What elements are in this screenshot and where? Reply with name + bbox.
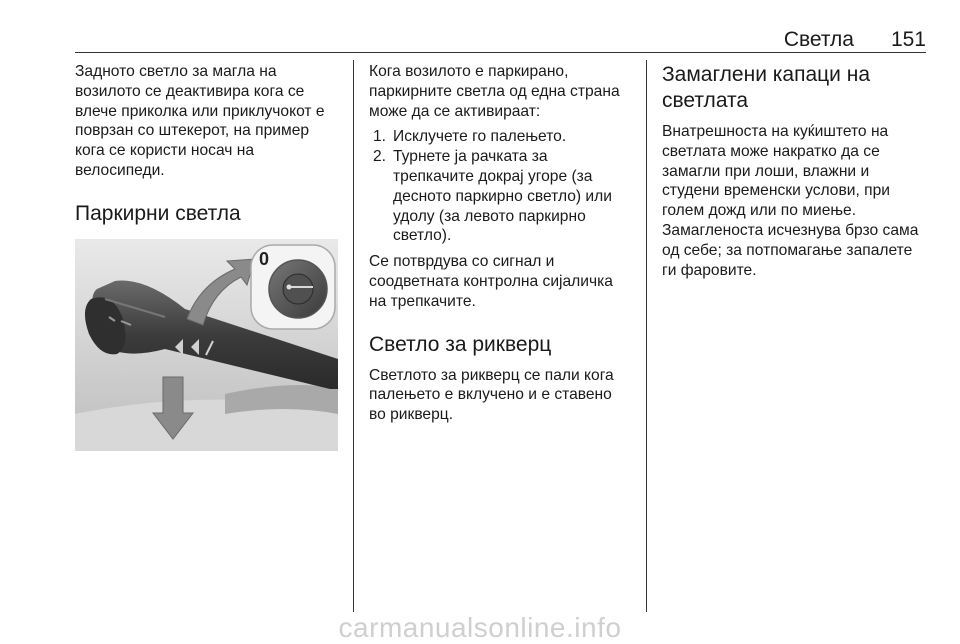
- column-right: [662, 62, 932, 280]
- turn-signal-lever-figure: [75, 239, 338, 451]
- column-left: [75, 62, 345, 457]
- misted-lenses-heading: Замаглени капаци на светлата: [662, 63, 871, 112]
- column-middle: [369, 62, 639, 425]
- header-rule: [75, 52, 926, 53]
- parking-lights-heading: Паркирни светла: [75, 201, 241, 225]
- reversing-light-paragraph: Светлото за рикверц се пали кога палењето е вклучено и е ставено во рикверц.: [369, 366, 614, 424]
- page-number: 151: [890, 28, 926, 51]
- list-item: 2. Турнете ја рачката за трепкачите докрај угоре (за десното паркирно светло) или удолу (за левото паркирно светло).: [373, 148, 612, 245]
- column-divider-2: [646, 60, 647, 612]
- knob-position-label: 0: [259, 248, 270, 269]
- reversing-light-heading: Светло за рикверц: [369, 332, 552, 356]
- parking-intro-paragraph: Кога возилото е паркирано, паркирните светла од една страна може да се активираат:: [369, 63, 620, 120]
- fog-light-paragraph: Задното светло за магла на возилото се деактивира кога се влече приколка или приклучокот е поврзан со штекерот, на пример кога се користи носач на велосипеди.: [75, 63, 325, 179]
- confirmation-paragraph: Се потврдува со сигнал и соодветната контролна сијаличка на трепкачите.: [369, 253, 613, 310]
- watermark: carmanualsonline.info: [338, 612, 622, 643]
- misted-lenses-paragraph: Внатрешноста на куќиштето на светлата може накратко да се замагли при лоши, влажни и студени временски услови, при голем дожд или по миење. Замагленоста исчезнува брзо сама од себе; за потпомагање запалете ги фаровите.: [662, 123, 919, 279]
- page-header: [75, 22, 926, 52]
- page-section-title: Светла: [783, 28, 854, 51]
- list-item: 1. Исклучете го палењето.: [373, 128, 567, 146]
- column-divider-1: [353, 60, 354, 612]
- parking-steps-list: [369, 127, 639, 246]
